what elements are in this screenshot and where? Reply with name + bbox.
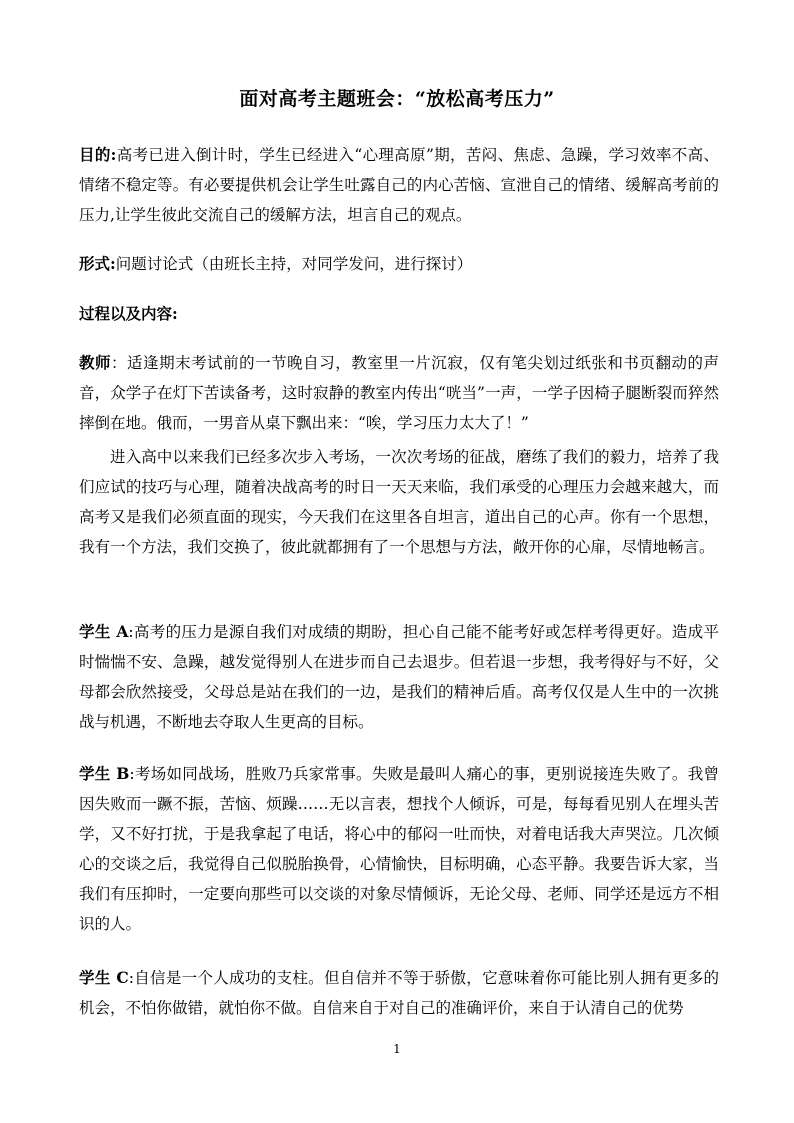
purpose-label: 目的: [79,145,117,164]
student-b-label: 学生 B [79,764,130,783]
student-a-label: 学生 A [79,622,129,641]
form-text: 问题讨论式（由班长主持，对同学发问，进行探讨） [115,255,473,273]
teacher-paragraph [79,348,719,438]
teacher-label: 教师 [79,353,112,372]
student-c-text: :自信是一个人成功的支柱。但自信并不等于骄傲，它意味着你可能比别人拥有更多的机会，不怕你做错，就怕你不做。自信来自于对自己的准确评价，来自于认清自己的优势 [79,969,720,1017]
form-paragraph [79,249,719,279]
teacher-continuation-paragraph [79,442,719,562]
form-label: 形式: [79,254,116,273]
student-b-text: :考场如同战场，胜败乃兵家常事。失败是最叫人痛心的事，更别说接连失败了。我曾因失败而一蹶不振，苦恼、烦躁……无以言表，想找个人倾诉，可是，每每看见别人在埋头苦学，又不好打扰，于是我拿起了电话，将心中的郁闷一吐而快，对着电话我大声哭泣。几次倾心的交谈之后，我觉得自己似脱胎换骨，心情愉快，目标明确，心态平静。我要告诉大家，当我们有压抑时，一定要向那些可以交谈的对象尽情倾诉，无论父母、老师、同学还是远方不相识的人。 [79,765,719,933]
process-heading-paragraph [79,299,719,329]
teacher-text: ：适逢期末考试前的一节晚自习，教室里一片沉寂，仅有笔尖划过纸张和书页翻动的声音，众学子在灯下苦读备考，这时寂静的教室内传出“咣当”一声，一学子因椅子腿断裂而猝然摔倒在地。俄而，一男音从桌下飘出来：“唉，学习压力太大了！” [79,354,719,432]
student-c-label: 学生 C [79,968,129,987]
page-number: 1 [393,1042,401,1056]
purpose-paragraph [79,140,719,230]
student-a-text: :高考的压力是源自我们对成绩的期盼，担心自己能不能考好或怎样考得更好。造成平时惴惴不安、急躁，越发觉得别人在进步而自己去退步。但若退一步想，我考得好与不好，父母都会欣然接受，父母总是站在我们的一边，是我们的精神后盾。高考仅仅是人生中的一次挑战与机遇，不断地去夺取人生更高的目标。 [79,623,719,731]
purpose-text: 高考已进入倒计时，学生已经进入“心理高原”期，苦闷、焦虑、急躁，学习效率不高、情绪不稳定等。有必要提供机会让学生吐露自己的内心苦恼、宣泄自己的情绪、缓解高考前的压力,让学生彼此交流自己的缓解方法，坦言自己的观点。 [79,146,719,224]
student-c-paragraph [79,963,719,1023]
process-heading: 过程以及内容: [79,304,178,323]
teacher-continuation-text: 进入高中以来我们已经多次步入考场，一次次考场的征战，磨练了我们的毅力，培养了我们应试的技巧与心理，随着决战高考的时日一天天来临，我们承受的心理压力会越来越大，而高考又是我们必须直面的现实，今天我们在这里各自坦言，道出自己的心声。你有一个思想，我有一个方法，我们交换了，彼此就都拥有了一个思想与方法，敞开你的心扉，尽情地畅言。 [79,448,719,556]
student-a-paragraph [79,617,719,737]
student-b-paragraph [79,759,719,939]
document-title: 面对高考主题班会：“放松高考压力” [239,88,555,110]
